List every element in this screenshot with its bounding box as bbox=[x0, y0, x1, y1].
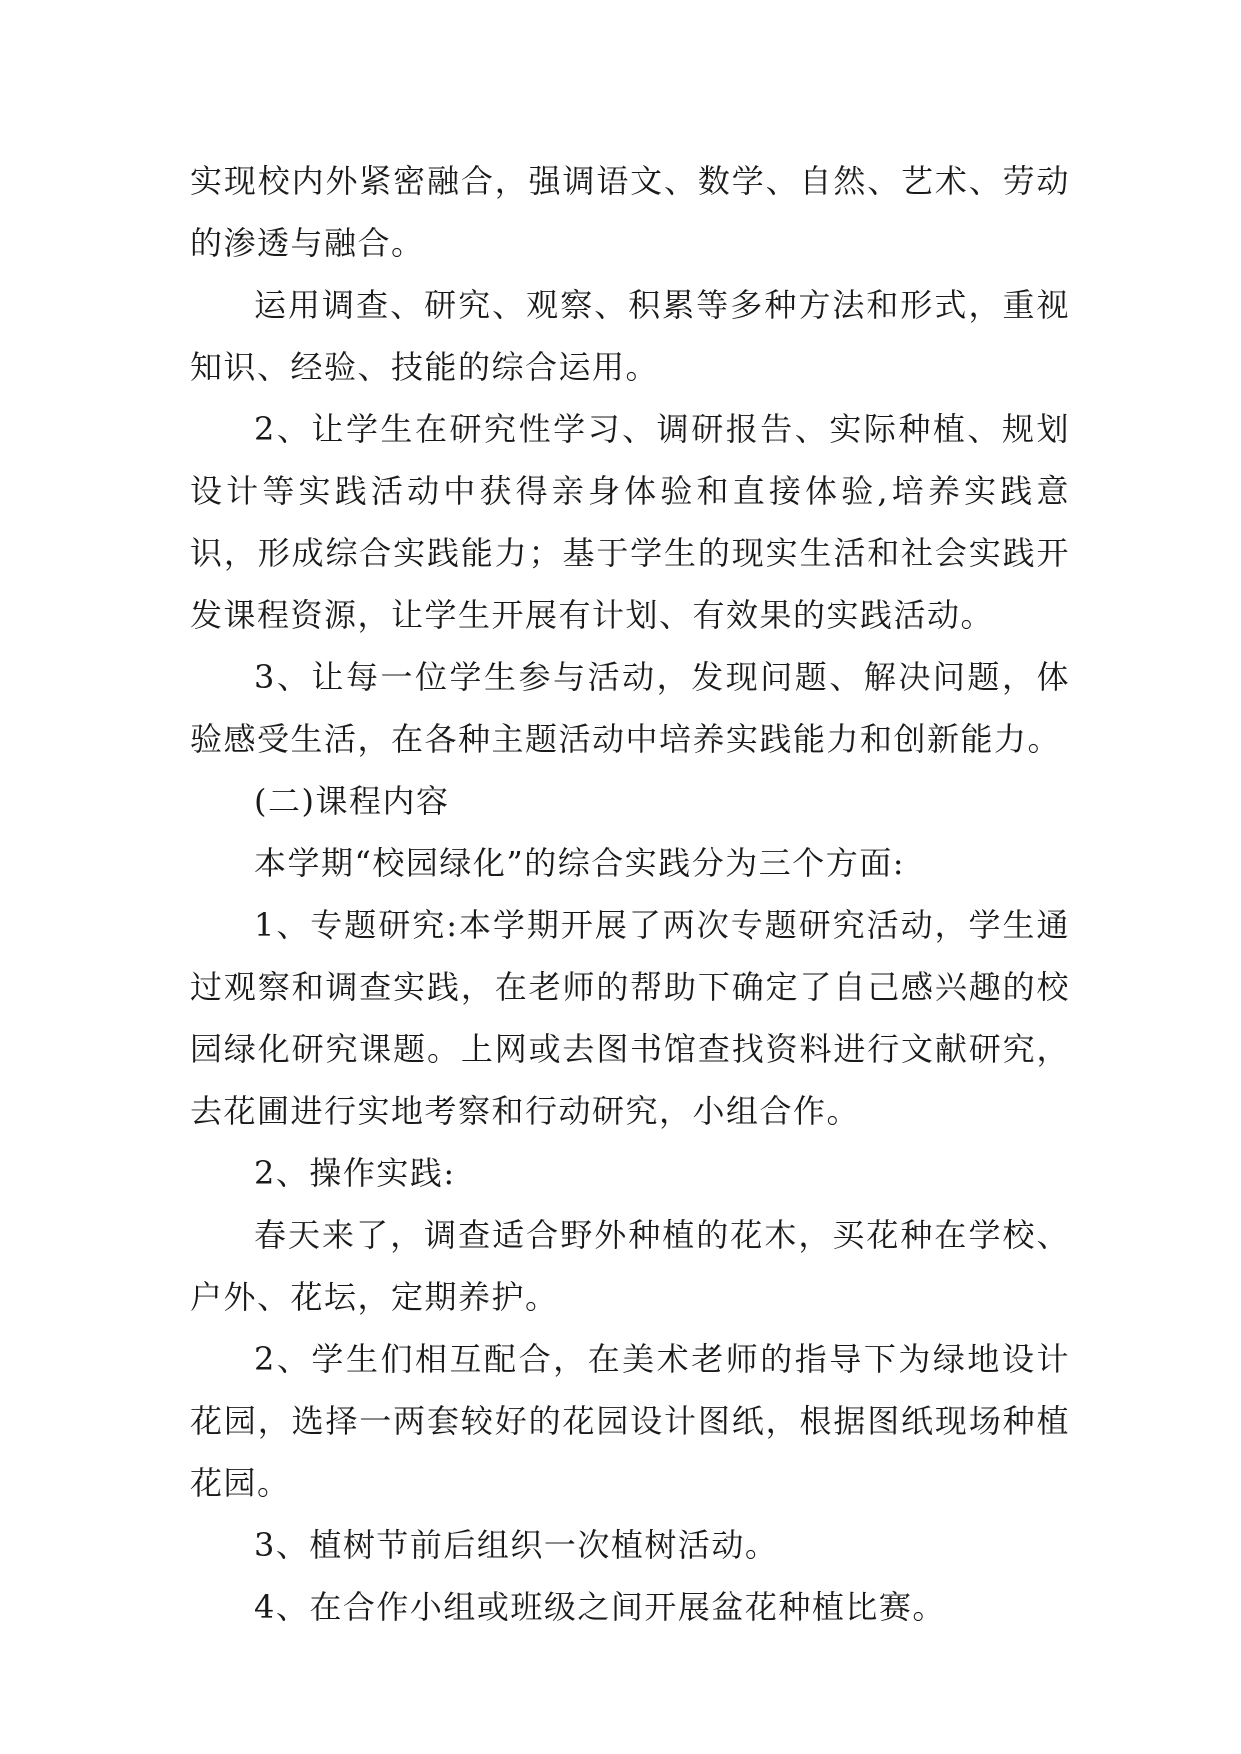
paragraph: 运用调查、研究、观察、积累等多种方法和形式，重视知识、经验、技能的综合运用。 bbox=[190, 286, 1070, 386]
paragraph: 3、植树节前后组织一次植树活动。 bbox=[254, 1526, 779, 1564]
document-body bbox=[190, 150, 1070, 1638]
paragraph: 4、在合作小组或班级之间开展盆花种植比赛。 bbox=[254, 1588, 946, 1626]
paragraph: 3、让每一位学生参与活动，发现问题、解决问题，体验感受生活，在各种主题活动中培养实践能力和创新能力。 bbox=[190, 658, 1070, 758]
paragraph: 春天来了，调查适合野外种植的花木，买花种在学校、户外、花坛，定期养护。 bbox=[190, 1216, 1070, 1316]
paragraph: 2、让学生在研究性学习、调研报告、实际种植、规划设计等实践活动中获得亲身体验和直接体验,培养实践意识，形成综合实践能力；基于学生的现实生活和社会实践开发课程资源，让学生开展有计划、有效果的实践活动。 bbox=[190, 410, 1070, 634]
paragraph: 1、专题研究:本学期开展了两次专题研究活动，学生通过观察和调查实践，在老师的帮助下确定了自己感兴趣的校园绿化研究课题。上网或去图书馆查找资料进行文献研究，去花圃进行实地考察和行动研究，小组合作。 bbox=[190, 906, 1070, 1130]
paragraph: 本学期“校园绿化”的综合实践分为三个方面: bbox=[254, 844, 906, 882]
paragraph: 2、学生们相互配合，在美术老师的指导下为绿地设计花园，选择一两套较好的花园设计图纸，根据图纸现场种植花园。 bbox=[190, 1340, 1070, 1502]
section-heading: (二)课程内容 bbox=[254, 782, 450, 820]
paragraph: 实现校内外紧密融合，强调语文、数学、自然、艺术、劳动的渗透与融合。 bbox=[190, 162, 1070, 262]
paragraph: 2、操作实践: bbox=[254, 1154, 456, 1192]
